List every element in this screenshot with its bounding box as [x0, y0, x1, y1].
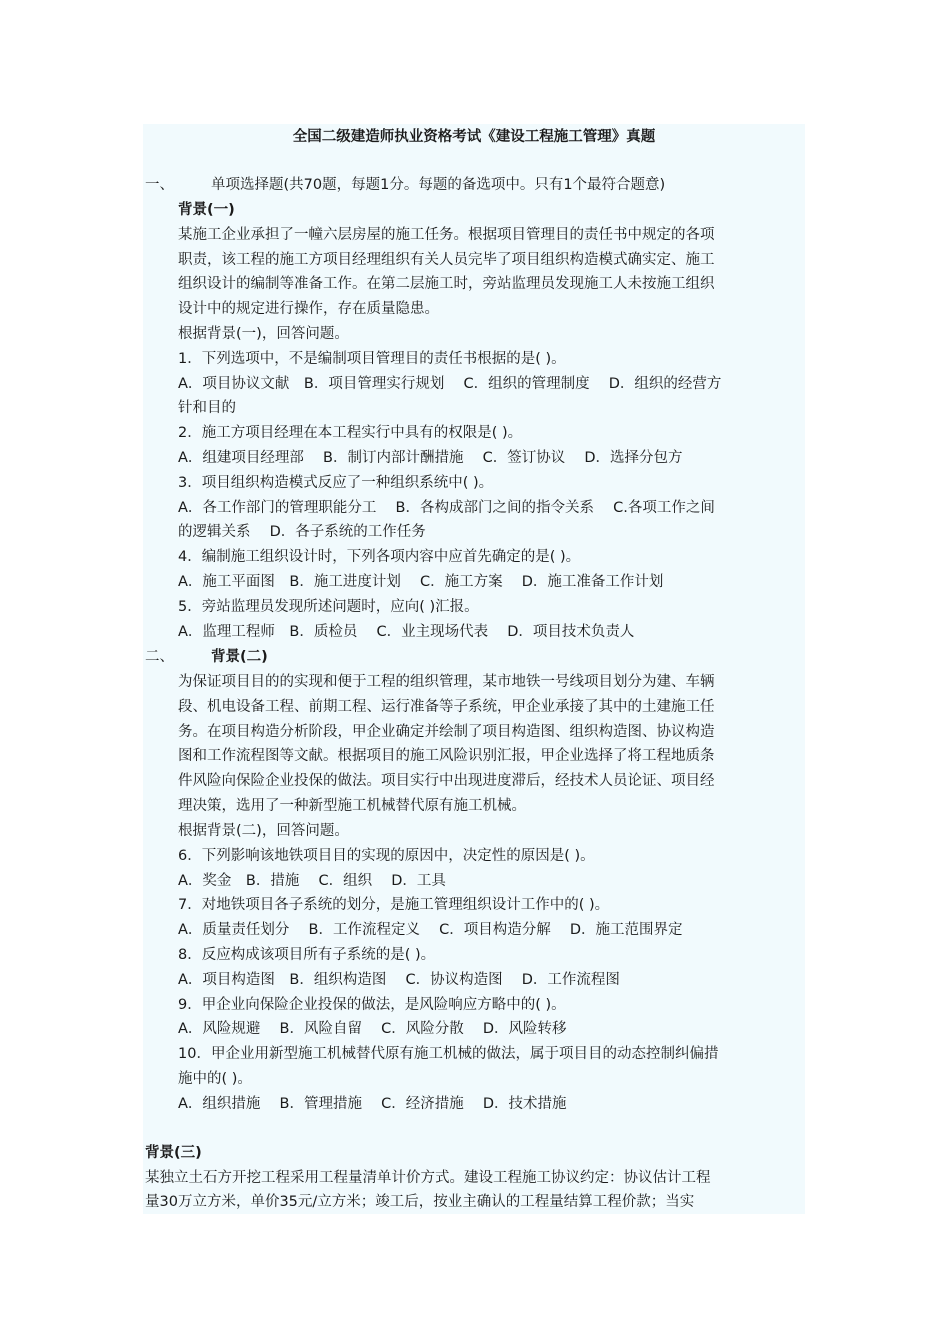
options-10: A．组织措施 B．管理措施 C．经济措施 D．技术措施	[178, 1096, 567, 1112]
question-1: 1．下列选项中，不是编制项目管理目的责任书根据的是( )。	[178, 351, 566, 367]
options-6: A．奖金 B．措施 C．组织 D．工具	[178, 873, 446, 889]
question-5: 5．旁站监理员发现所述问题时，应向( )汇报。	[178, 599, 479, 615]
question-3: 3．项目组织构造模式反应了一种组织系统中( )。	[178, 475, 494, 491]
background-heading-2: 背景(二)	[211, 649, 268, 665]
question-6: 6．下列影响该地铁项目目的实现的原因中，决定性的原因是( )。	[178, 848, 595, 864]
paragraph-line: 理决策，选用了一种新型施工机械替代原有施工机械。	[178, 798, 526, 814]
options-8: A．项目构造图 B．组织构造图 C．协议构造图 D．工作流程图	[178, 972, 620, 988]
paragraph-line: 量30万立方米，单价35元/立方米；竣工后，按业主确认的工程量结算工程价款；当实	[145, 1194, 695, 1210]
options-2: A．组建项目经理部 B．制订内部计酬措施 C．签订协议 D．选择分包方	[178, 450, 683, 466]
question-10-cont: 施中的( )。	[178, 1071, 252, 1087]
question-9: 9．甲企业向保险企业投保的做法，是风险响应方略中的( )。	[178, 997, 566, 1013]
paragraph-line: 设计中的规定进行操作，存在质量隐患。	[178, 301, 439, 317]
question-4: 4．编制施工组织设计时，下列各项内容中应首先确定的是( )。	[178, 549, 581, 565]
document-title: 全国二级建造师执业资格考试《建设工程施工管理》真题	[292, 129, 656, 145]
paragraph-line: 某施工企业承担了一幢六层房屋的施工任务。根据项目管理目的责任书中规定的各项	[178, 227, 715, 243]
section-heading-1: 单项选择题(共70题，每题1分。每题的备选项中。只有1个最符合题意)	[211, 177, 666, 193]
prompt-line: 根据背景(二)，回答问题。	[178, 823, 349, 839]
options-7: A．质量责任划分 B．工作流程定义 C．项目构造分解 D．施工范围界定	[178, 922, 683, 938]
section-number-2: 二、	[145, 649, 174, 665]
paragraph-line: 段、机电设备工程、前期工程、运行准备等子系统，甲企业承接了其中的土建施工任	[178, 699, 715, 715]
options-1-cont: 针和目的	[178, 400, 236, 416]
options-5: A．监理工程师 B．质检员 C．业主现场代表 D．项目技术负责人	[178, 624, 635, 640]
paragraph-line: 某独立土石方开挖工程采用工程量清单计价方式。建设工程施工协议约定：协议估计工程	[145, 1170, 711, 1186]
paragraph-line: 务。在项目构造分析阶段，甲企业确定并绘制了项目构造图、组织构造图、协议构造	[178, 724, 715, 740]
question-7: 7．对地铁项目各子系统的划分，是施工管理组织设计工作中的( )。	[178, 897, 610, 913]
paragraph-line: 件风险向保险企业投保的做法。项目实行中出现进度滞后，经技术人员论证、项目经	[178, 773, 715, 789]
options-3: A．各工作部门的管理职能分工 B．各构成部门之间的指令关系 C.各项工作之间	[178, 500, 715, 516]
options-4: A．施工平面图 B．施工进度计划 C．施工方案 D．施工准备工作计划	[178, 574, 664, 590]
paragraph-line: 职责，该工程的施工方项目经理组织有关人员完毕了项目组织构造模式确实定、施工	[178, 252, 715, 268]
section-number-1: 一、	[145, 177, 174, 193]
options-1: A．项目协议文献 B．项目管理实行规划 C．组织的管理制度 D．组织的经营方	[178, 376, 722, 392]
background-heading-3: 背景(三)	[145, 1145, 202, 1161]
options-3-cont: 的逻辑关系 D．各子系统的工作任务	[178, 524, 426, 540]
background-heading-1: 背景(一)	[178, 202, 235, 218]
question-10: 10．甲企业用新型施工机械替代原有施工机械的做法，属于项目目的动态控制纠偏措	[178, 1046, 719, 1062]
options-9: A．风险规避 B．风险自留 C．风险分散 D．风险转移	[178, 1021, 567, 1037]
question-8: 8．反应构成该项目所有子系统的是( )。	[178, 947, 436, 963]
question-2: 2．施工方项目经理在本工程实行中具有的权限是( )。	[178, 425, 523, 441]
document-page	[143, 124, 805, 1214]
paragraph-line: 图和工作流程图等文献。根据项目的施工风险识别汇报，甲企业选择了将工程地质条	[178, 748, 715, 764]
paragraph-line: 为保证项目目的的实现和便于工程的组织管理，某市地铁一号线项目划分为建、车辆	[178, 674, 715, 690]
paragraph-line: 组织设计的编制等准备工作。在第二层施工时，旁站监理员发现施工人未按施工组织	[178, 276, 715, 292]
prompt-line: 根据背景(一)，回答问题。	[178, 326, 349, 342]
